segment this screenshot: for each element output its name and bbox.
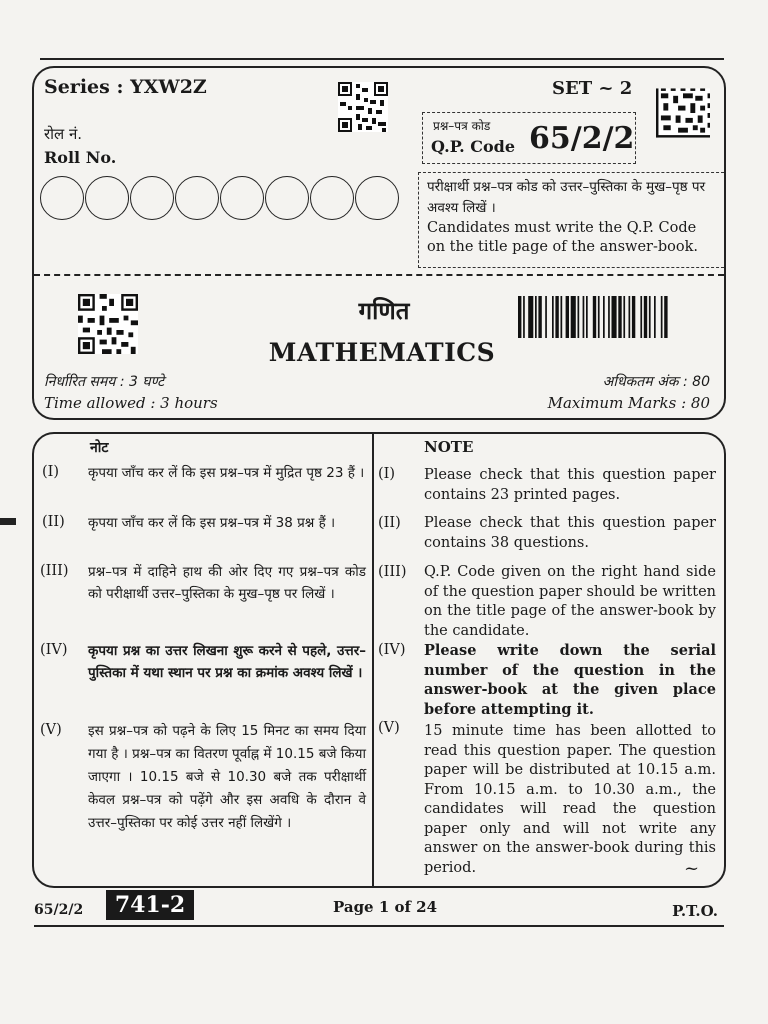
qp-instruction-box	[418, 172, 724, 268]
note-text: Please check that this question paper contains 38 questions.	[424, 515, 716, 551]
top-rule	[40, 58, 724, 60]
roll-digit-circle[interactable]	[265, 176, 309, 220]
qp-code-label: Q.P. Code	[431, 137, 516, 156]
note-text-hindi: कृपया जाँच कर लें कि इस प्रश्न–पत्र में 38 प्रश्न हैं ।	[88, 515, 336, 531]
page-number: Page 1 of 24	[332, 898, 438, 916]
roll-number-label: Roll No.	[44, 148, 117, 167]
note-number-hindi: (III)	[40, 563, 69, 579]
note-title-hindi: नोट	[90, 440, 109, 456]
roll-digit-circle[interactable]	[175, 176, 219, 220]
note-number: (II)	[378, 515, 401, 531]
roll-digit-circle[interactable]	[85, 176, 129, 220]
note-text: Please check that this question paper contains 23 printed pages.	[424, 467, 716, 503]
note-number-hindi: (IV)	[40, 642, 68, 658]
margin-mark	[0, 518, 16, 525]
qp-code-box	[422, 112, 636, 164]
qr-code-icon	[78, 294, 138, 354]
time-allowed: Time allowed : 3 hours	[44, 394, 218, 412]
bottom-rule	[34, 925, 724, 927]
maximum-marks: Maximum Marks : 80	[547, 394, 710, 412]
note-text: Please write down the serial number of the question in the answer-book at the given place before attempting it.	[424, 642, 716, 718]
note-number: (III)	[378, 564, 407, 580]
notes-column-divider	[372, 434, 374, 886]
note-number-hindi: (V)	[40, 722, 62, 738]
note-number: (IV)	[378, 642, 406, 658]
qr-code-icon	[338, 82, 388, 132]
qp-code-label-hindi: प्रश्न–पत्र कोड	[433, 119, 491, 133]
series-label: Series : YXW2Z	[44, 76, 207, 98]
footer-qp-code: 65/2/2	[34, 902, 84, 918]
note-number: (V)	[378, 720, 400, 736]
subject-title: MATHEMATICS	[268, 338, 496, 367]
qp-code-value: 65/2/2	[529, 121, 635, 156]
note-number-hindi: (II)	[42, 514, 65, 530]
set-label: SET ~ 2	[552, 78, 633, 99]
data-matrix-code-icon	[656, 88, 710, 138]
roll-number-label-hindi: रोल नं.	[44, 125, 83, 143]
note-text-hindi: कृपया प्रश्न का उत्तर लिखना शुरू करने से पहले, उत्तर–पुस्तिका में यथा स्थान पर प्रश्न का क्रमांक अवश्य लिखें ।	[88, 643, 366, 681]
tilde-mark: ~	[684, 858, 700, 879]
note-text-hindi: इस प्रश्न–पत्र को पढ़ने के लिए 15 मिनट का समय दिया गया है । प्रश्न–पत्र का वितरण पूर्वाह्न में 10.15 बजे किया जाएगा । 10.15 बजे से 10.30 बजे तक परीक्षार्थी केवल प्रश्न–पत्र को पढ़ेंगे और इस अवधि के दौरान वे उत्तर–पुस्तिका पर कोई उत्तर नहीं लिखेंगे ।	[88, 723, 366, 831]
maximum-marks-hindi: अधिकतम अंक : 80	[602, 374, 710, 390]
qp-instruction-english: Candidates must write the Q.P. Code on the title page of the answer-book.	[427, 220, 698, 255]
roll-digit-circle[interactable]	[40, 176, 84, 220]
roll-digit-circle[interactable]	[310, 176, 354, 220]
time-allowed-hindi: निर्धारित समय : 3 घण्टे	[44, 374, 165, 390]
note-number-hindi: (I)	[42, 464, 60, 480]
roll-number-boxes	[40, 176, 399, 220]
note-text: 15 minute time has been allotted to read this question paper. The question paper will be distributed at 10.15 a.m. From 10.15 a.m. to 10.30 a.m., the candidates will read the question paper only and will not write any answer on the answer-book during this period.	[424, 723, 716, 876]
roll-digit-circle[interactable]	[130, 176, 174, 220]
note-text-hindi: प्रश्न–पत्र में दाहिने हाथ की ओर दिए गए प्रश्न–पत्र कोड को परीक्षार्थी उत्तर–पुस्तिका के मुख–पृष्ठ पर लिखें ।	[88, 564, 366, 602]
note-title: NOTE	[424, 438, 474, 456]
pto-label: P.T.O.	[672, 902, 718, 920]
roll-digit-circle[interactable]	[220, 176, 264, 220]
qp-instruction-hindi: परीक्षार्थी प्रश्न–पत्र कोड को उत्तर–पुस्तिका के मुख–पृष्ठ पर अवश्य लिखें ।	[427, 179, 706, 216]
barcode-icon	[518, 296, 712, 338]
note-number: (I)	[378, 466, 396, 482]
cut-line	[34, 274, 724, 276]
footer-serial-box: 741-2	[106, 890, 194, 920]
roll-digit-circle[interactable]	[355, 176, 399, 220]
note-text: Q.P. Code given on the right hand side of the question paper should be written on the title page of the answer-book by the candidate.	[424, 564, 716, 639]
subject-title-hindi: गणित	[358, 297, 410, 325]
note-text-hindi: कृपया जाँच कर लें कि इस प्रश्न–पत्र में मुद्रित पृष्ठ 23 हैं ।	[88, 465, 365, 481]
